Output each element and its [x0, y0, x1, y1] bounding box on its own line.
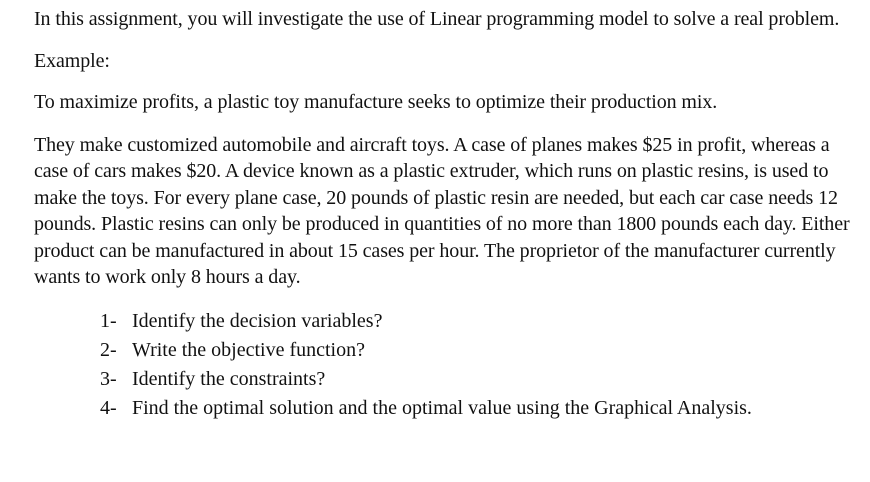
question-number: 2- [100, 338, 117, 361]
question-list [34, 307, 860, 423]
question-text: Identify the decision variables? [132, 309, 383, 332]
question-number: 3- [100, 367, 117, 390]
question-number: 4- [100, 396, 117, 419]
question-item [100, 307, 860, 336]
intro-paragraph: In this assignment, you will investigate the use of Linear programming model to solve a real problem. [34, 8, 840, 30]
question-number: 1- [100, 309, 117, 332]
example-heading: Example: [34, 49, 110, 72]
question-item [100, 336, 860, 365]
document-body [34, 6, 860, 423]
problem-paragraph: They make customized automobile and aircraft toys. A case of planes makes $25 in profit, whereas a case of cars makes $20. A device known as a plastic extruder, which runs on plastic resins, is used to make the toys. For every plane case, 20 pounds of plastic resin are needed, but each car case needs 12 pounds. Plastic resins can only be produced in quantities of no more than 1800 pounds each day. Either product can be manufactured in about 15 cases per hour. The proprietor of the manufacturer currently wants to work only 8 hours a day. [34, 133, 850, 288]
task-paragraph: To maximize profits, a plastic toy manufacture seeks to optimize their production mix. [34, 91, 718, 113]
question-text: Identify the constraints? [132, 367, 326, 390]
question-item [100, 365, 860, 394]
question-text: Find the optimal solution and the optimal value using the Graphical Analysis. [132, 396, 752, 419]
question-item [100, 394, 860, 423]
question-text: Write the objective function? [132, 338, 365, 361]
